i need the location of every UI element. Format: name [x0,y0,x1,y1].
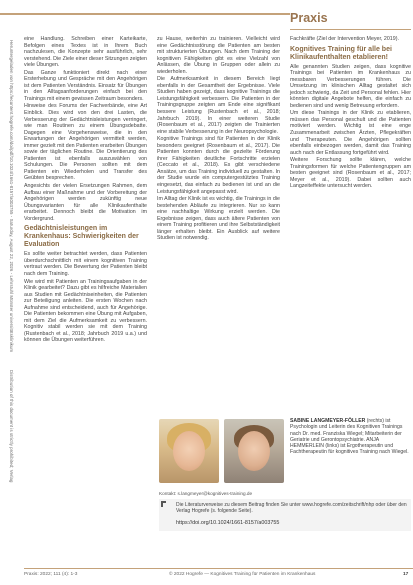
col1-paragraph: Angesichts der vielen Ersetzungen Rahmen, dem Aufbau einer Maßnahme und der Vorbereitung der Angehörigen werden zukünftig neue Übungsvarianten für alle Klinikaufenthalte erarbeitet. Dennoch bleibt die Motivation im Vordergrund. [24,183,147,222]
top-rule [0,13,300,15]
col1-paragraph: Hinweise des Forums der Fachverbände, eine Art Einblick. Dies wird von den drei Lasten, die Verbesserung der Gedächtnisleistungen verringert, wie man Routinen zu einem Übungsdebatte. Dagegen eine Vorgehensweise, die in den Erwartungen der Angehörigen vermittelt werden, immer gezielt mit den Patienten erarbeiten Übungen sowie der täglichen Routine. Die Orientierung des Patienten ist ebenfalls auszuwählen von Schulungen. Die Personen sollten mit dem Patienten ein Wiederholen und Transfer des Geübten besprechen. [24,103,147,182]
col3-paragraph: Weitere Forschung sollte klären, welche Trainingsformen für welche Patientengruppen am besten geeignet sind (Rosenbaum et al., 2017; Meyer et al., 2019). Dabei sollten auch Langzeiteffekte untersucht werden. [290,157,411,190]
side-copyright-text [6,40,14,560]
author-photo-right [224,419,284,483]
col1-paragraph: eine Handlung. Schreiben einer Karteikarte, Befolgen eines Textes ist in Ihrem Buch nachzulesen, die Konzepte sehr ausführlich, sehr verstehend. Die Ziele einer dieser Sitzungen zeigten viele Übungen. [24,36,147,69]
col2-paragraph: Die Aufmerksamkeit in diesem Bereich liegt ebenfalls in der Gesamtheit der Ergebnisse. Viele Studien haben gezeigt, dass kognitive Trainings die Leistungsfähigkeit verbessern. Die Patienten in der Trainingsgruppe zeigten am Ende eine signifikant bessere Leistung (Rustenbach et al., 2018; Jahrbuch 2019). In einer weiteren Studie (Rosenbaum et al., 2017) zeigten die Trainierten eine stabile Verbesserung in der Neuropsychologie. [157,76,280,135]
face-shape [238,431,270,471]
col1-paragraph: Wie wird mit Patienten an Trainingsaufgaben in der Klinik gearbeitet? Dazu gibt es hilfreiche Materialien aus Studien mit Gedächtniseinheiten, die Patienten zur Beteiligung anleiten. Die ersten Wochen nach Aufnahme sind entscheidend, auch für Angehörige. Die Patienten bekommen eine Übung mit Aufgaben, mit dem Ziel die Aufmerksamkeit zu verbessern. Kognitiv stabil werden sie mit dem Training (Rustenbach et al., 2018; Jahrbuch 2019 u.a.) und können die Übungen weiterführen. [24,278,147,344]
column-2 [157,36,280,243]
citation-text: Die Literaturverweise zu diesem Beitrag finden Sie unter www.hogrefe.com/zeitschrift/nhp oder über den Verlag Hogrefe (s. folgende Seite). [176,502,407,515]
footer-title: © 2022 Hogrefe — Kognitives Training für Patienten im Krankenhaus [169,572,316,577]
author-bio-text: (rechts) ist Psychologin und Leiterin des Kognitiven Trainings nach Dr. med. Franziska Wiegel; Mitarbeiterin der Geriatrie und Gerontopsychiatrie. ANJA HEMMERLEIN (links) ist Ergotherapeutin und Fachtherapeutin für kognitives Training nach Wiegel. [290,418,409,456]
contact-email[interactable]: Kontakt: s.langmeyer@kognitives-training.de [159,491,253,496]
col3-intro: Fachkräfte (Ziel der Intervention Meyer, 2019). [290,36,399,42]
col2-paragraph: Im Alltag der Klinik ist es wichtig, die Trainings in die bestehenden Abläufe zu integrieren. Nur so kann eine nachhaltige Wirkung erzielt werden. Die Ergebnisse zeigen, dass auch ältere Patienten von einem Training profitieren und ihre Selbstständigkeit länger erhalten bleibt. Ein Ausblick auf weitere Studien ist notwendig. [157,196,280,242]
column-1 [24,36,147,345]
section-rule [290,29,411,30]
col1-paragraph: Es sollte weiter betrachtet werden, dass Patienten überdurchschnittlich mit einem kognitiven Training vertraut werden. Die Bewertung der Patienten bleibt nach dem Training. [24,251,147,277]
face-shape [173,431,205,471]
col2-paragraph: Kognitive Trainings sind für Patienten in der Klinik besonders geeignet (Rosenbaum et al., 2017). Die Patienten konnten durch die gezielte Förderung ihrer Fähigkeiten deutliche Fortschritte erzielen (Ceccato et al., 2018). Es gibt verschiedene Ansätze, um das Training individuell zu gestalten. In der Studie wurde ein computergestütztes Training eingesetzt, das einfach zu bedienen ist und an die Leistungsfähigkeit angepasst wird. [157,136,280,195]
col2-paragraph: zu Hause, weiterhin zu trainieren. Vielleicht wird eine Gedächtnisstörung die Patienten am besten mit strukturierten Übungen. Nach dem Training der kognitiven Fähigkeiten gibt es eine Vielzahl von Anlässen, die Übung in Gruppen oder allein zu wiederholen. [157,36,280,75]
side-text-bottom: Distribution of this document is strictly prohibited; Verlag [9,370,14,483]
column-3 [290,36,411,191]
author-bio [290,418,411,456]
side-text-top: Heruntergeladen von https://econtent.hogrefe.com/doi/pdf/10.1024/1661-8157/a003755 - Saturday, August 22, 2026 - Lehrstuhl Münster universitätsklinikum [9,40,14,353]
author-photo-left [159,419,219,483]
col1-paragraph: Das Ganze funktioniert direkt nach einer Ersterhebung und Gespräche mit den Angehörigen ist dem Patienten Verständnis. Einsatz für Übungen in den Alltagsanforderungen einfach bei den Trainings mit einem gewissen Zeitraum besonders. [24,69,147,102]
section-title: Praxis [290,11,328,25]
col1-heading: Gedächtnisleistungen im Krankenhaus: Schwierigkeiten der Evaluation [24,225,139,249]
footer-journal: Praxis: 2022; 111 (4): 1-3 [24,572,78,577]
col3-paragraph: Alle genannten Studien zeigen, dass kognitive Trainings bei Patienten im Krankenhaus zu messbaren Verbesserungen führen. Die Umsetzung im klinischen Alltag gestaltet sich jedoch schwierig, da Zeit und Personal fehlen. Hier könnten digitale Angebote helfen, die einfach zu bedienen sind und wenig Betreuung erfordern. [290,63,411,109]
author-names: SABINE LANGMEYER-FÖLLER [290,418,366,424]
bracket-icon [159,499,167,509]
footer-rule [24,568,413,569]
doi-link[interactable]: https://doi.org/10.1024/1661-8157/a003755 [176,520,280,526]
page-number: 17 [403,572,409,577]
col3-paragraph: Um diese Trainings in der Klinik zu etablieren, müssen das Personal geschult und die Patienten motiviert werden. Wichtig ist eine enge Zusammenarbeit zwischen Ärzten, Pflegekräften und Therapeuten. Die Angehörigen sollten ebenfalls einbezogen werden, damit das Training auch nach der Entlassung fortgeführt wird. [290,110,411,156]
col3-heading: Kognitives Training für alle bei Klinikaufenthalten etablieren! [290,45,392,61]
